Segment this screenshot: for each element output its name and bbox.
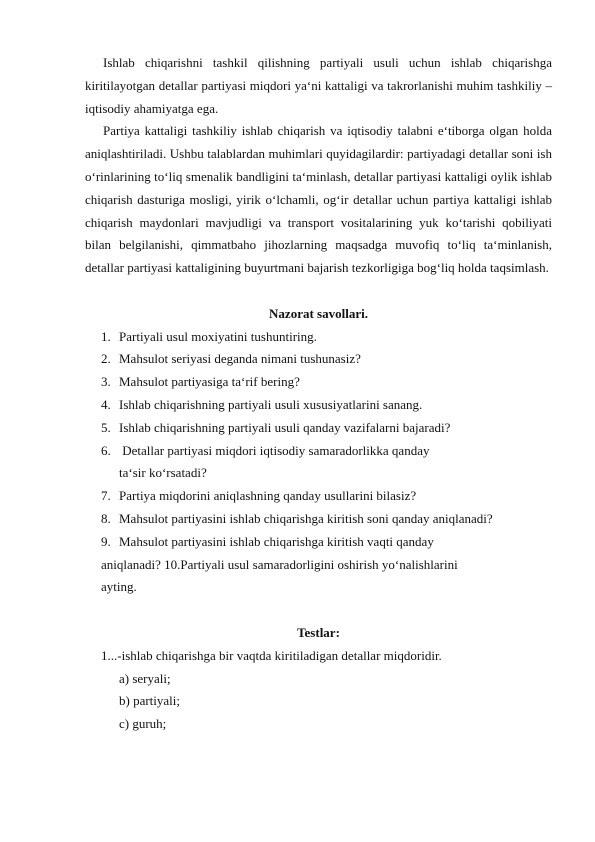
question-6-continuation: ta‘sir ko‘rsatadi? — [119, 465, 207, 481]
list-item: 4. Ishlab chiqarishning partiyali usuli xususiyatlarini sanang. — [101, 396, 423, 412]
paragraph-1: Ishlab chiqarishni tashkil qilishning partiyali usuli uchun ishlab chiqarishga kiritilayotgan detallar partiyasi miqdori ya‘ni kattaligi va takrorlanishi muhim tashkiliy – iqtisodiy ahamiyatga ega. — [85, 55, 552, 116]
control-questions-heading: Nazorat savollari. — [269, 305, 368, 321]
test-1-option-b: b) partiyali; — [119, 693, 181, 709]
list-item: 5. Ishlab chiqarishning partiyali usuli qanday vazifalarni bajaradi? — [101, 419, 451, 435]
list-item: 8. Mahsulot partiyasini ishlab chiqarishga kiritish soni qanday aniqlanadi? — [101, 510, 493, 526]
test-1-option-c: c) guruh; — [119, 716, 167, 732]
test-1-option-a: a) seryali; — [119, 670, 171, 686]
paragraph-2: Partiya kattaligi tashkiliy ishlab chiqarish va iqtisodiy talabni e‘tiborga olgan holda aniqlashtiriladi. Ushbu talablardan muhimlari quyidagilardir: partiyadagi detallar soni ish o‘rinlarining to‘liq smenalik bandligini ta‘minlash, detallar partiyasi kattaligi oylik ishlab chiqarish dasturiga mosligi, yirik o‘lchamli, og‘ir detallar uchun partiya kattaligi ishlab chiqarish maydonlari mavjudligi va transport vositalarining yuk ko‘tarishi qobiliyati bilan belgilanishi, qimmatbaho jihozlarning maqsadga muvofiq to‘liq ta‘minlanish, detallar partiyasi kattaligining buyurtmani bajarish tezkorligiga bog‘liq holda taqsimlash. — [85, 123, 552, 276]
list-item: 6. Detallar partiyasi miqdori iqtisodiy samaradorlikka qanday — [101, 442, 430, 458]
question-9-continuation: aniqlanadi? 10.Partiyali usul samaradorligini oshirish yo‘nalishlarini — [101, 556, 458, 572]
test-1-stem: 1...-ishlab chiqarishga bir vaqtda kiritiladigan detallar miqdoridir. — [101, 647, 442, 663]
document-page — [85, 52, 552, 736]
list-item: 1. Partiyali usul moxiyatini tushuntiring. — [101, 328, 317, 344]
control-questions-list — [85, 326, 552, 463]
list-item: 2. Mahsulot seriyasi deganda nimani tushunasiz? — [101, 351, 361, 367]
tests-heading: Testlar: — [297, 624, 340, 640]
question-10-continuation: ayting. — [101, 579, 137, 595]
list-item: 3. Mahsulot partiyasiga ta‘rif bering? — [101, 374, 300, 390]
control-questions-list-cont — [85, 485, 552, 553]
list-item: 7. Partiya miqdorini aniqlashning qanday usullarini bilasiz? — [101, 488, 417, 504]
list-item: 9. Mahsulot partiyasini ishlab chiqarishga kiritish vaqti qanday — [101, 533, 434, 549]
